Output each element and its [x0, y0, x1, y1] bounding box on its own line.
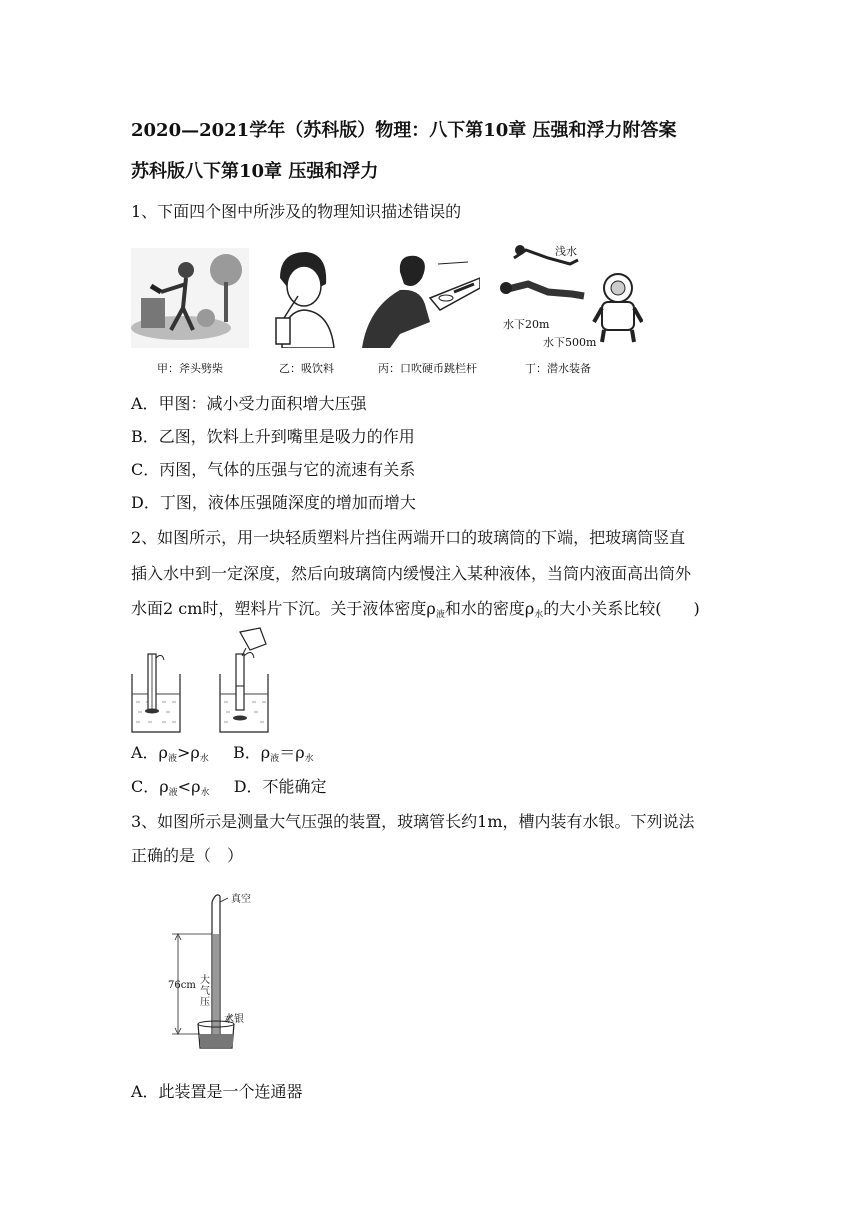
- q2-option-c-sub-2: 水: [200, 788, 210, 798]
- label-mercury: 水银: [224, 1014, 244, 1025]
- q1-option-d: D．丁图，液体压强随深度的增加而增大: [131, 493, 416, 512]
- subscript-water: 水: [534, 610, 544, 620]
- q2-line3-text-1: 水面2 cm时，塑料片下沉。关于液体密度ρ: [131, 599, 436, 618]
- question-3-line-2: 正确的是（ ）: [131, 846, 244, 865]
- figure-axe-chopping: [131, 248, 249, 348]
- label-vacuum: 真空: [231, 894, 251, 905]
- q2-line3-text-2: 和水的密度ρ: [444, 599, 535, 618]
- q2-option-a-1: A．ρ: [131, 743, 168, 762]
- q2-option-d: D．不能确定: [233, 777, 327, 796]
- question-2-line-1: 2、如图所示，用一块轻质塑料片挡住两端开口的玻璃筒的下端，把玻璃筒竖直: [131, 528, 686, 547]
- q2-option-c-2: <ρ: [177, 777, 201, 796]
- q2-option-b-2: ＝ρ: [279, 743, 305, 762]
- q2-option-b-1: B．ρ: [233, 743, 271, 762]
- question-1-stem: 1、下面四个图中所涉及的物理知识描述错误的: [131, 202, 462, 221]
- q2-option-c-sub-1: 液: [168, 788, 178, 798]
- question-2-line-3: [131, 599, 700, 625]
- q2-option-c-1: C．ρ: [131, 777, 169, 796]
- q2-line3-text-3: 的大小关系比较( ): [543, 599, 700, 618]
- q2-option-b-sub-1: 液: [270, 754, 280, 764]
- label-shallow-water: 浅水: [555, 245, 577, 258]
- q2-option-a-sub-2: 水: [199, 754, 209, 764]
- q2-option-a-2: >ρ: [176, 743, 200, 762]
- q1-option-c: C．丙图，气体的压强与它的流速有关系: [131, 460, 416, 479]
- q3-option-a: A．此装置是一个连通器: [131, 1082, 303, 1101]
- caption-figure-ding: 丁：潜水装备: [525, 362, 591, 375]
- q1-option-a: A．甲图：减小受力面积增大压强: [131, 394, 367, 413]
- q2-options-ab: [131, 743, 314, 769]
- document-subtitle: 苏科版八下第10章 压强和浮力: [131, 161, 379, 182]
- label-depth-500m: 水下500m: [543, 336, 597, 349]
- subscript-liquid: 液: [435, 610, 445, 620]
- figure-coin-blowing: [360, 248, 480, 348]
- q2-option-b-sub-2: 水: [304, 754, 314, 764]
- figure-glass-tube-experiment: [128, 626, 278, 736]
- label-atmospheric-pressure: 大气压: [200, 975, 210, 1008]
- q2-options-cd: [131, 777, 327, 803]
- document-title: 2020—2021学年（苏科版）物理：八下第10章 压强和浮力附答案: [131, 120, 677, 141]
- question-3-line-1: 3、如图所示是测量大气压强的装置，玻璃管长约1m，槽内装有水银。下列说法: [131, 812, 695, 831]
- label-depth-20m: 水下20m: [503, 318, 550, 331]
- caption-figure-yi: 乙：吸饮料: [279, 362, 334, 375]
- figure-torricelli-apparatus: [160, 888, 260, 1053]
- q1-option-b: B．乙图，饮料上升到嘴里是吸力的作用: [131, 427, 415, 446]
- caption-figure-jia: 甲：斧头劈柴: [157, 362, 223, 375]
- figure-drinking-straw: [268, 248, 338, 348]
- question-2-line-2: 插入水中到一定深度，然后向玻璃筒内缓慢注入某种液体，当筒内液面高出筒外: [131, 564, 692, 583]
- label-76cm: 76cm: [168, 980, 196, 991]
- caption-figure-bing: 丙：口吹硬币跳栏杆: [378, 362, 477, 375]
- q2-option-a-sub-1: 液: [167, 754, 177, 764]
